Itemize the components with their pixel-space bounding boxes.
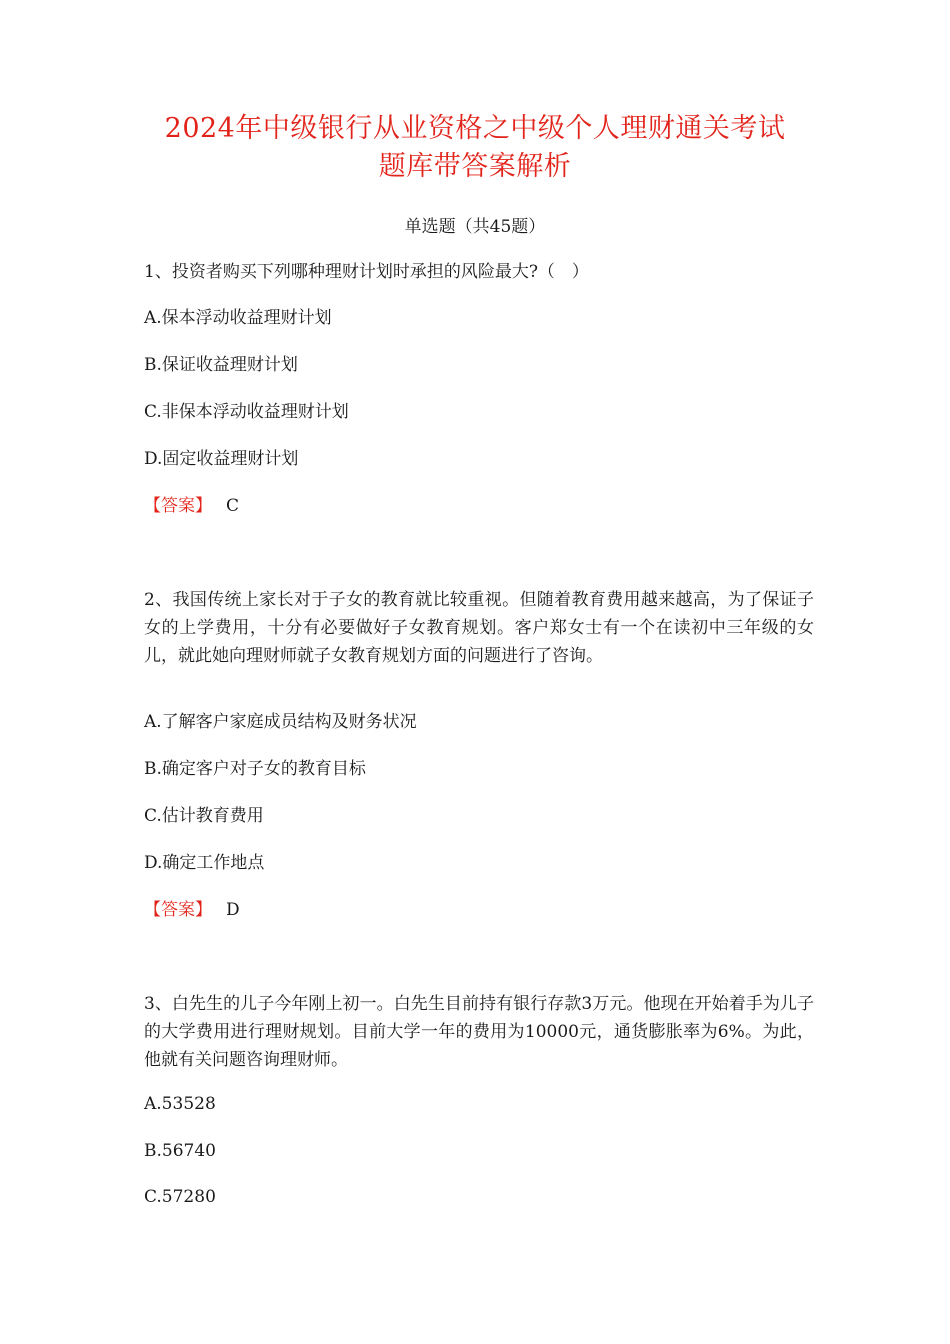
question-2-option-c: C.估计教育费用: [144, 806, 264, 826]
question-3-option-a: A.53528: [144, 1094, 216, 1114]
document-title: [100, 110, 850, 186]
question-1-stem: 1、投资者购买下列哪种理财计划时承担的风险最大?（ ）: [144, 262, 589, 282]
section-heading: 单选题（共45题）: [404, 217, 546, 237]
question-3-option-b: B.56740: [144, 1141, 216, 1161]
question-1-option-b: B.保证收益理财计划: [144, 355, 298, 375]
question-2-answer: [144, 898, 240, 922]
title-line-1: 2024年中级银行从业资格之中级个人理财通关考试: [164, 113, 786, 144]
question-1-option-d: D.固定收益理财计划: [144, 449, 299, 469]
title-line-2: 题库带答案解析: [378, 151, 572, 182]
answer-value: D: [226, 900, 240, 920]
question-1-answer: [144, 494, 239, 518]
question-2-option-a: A.了解客户家庭成员结构及财务状况: [144, 712, 417, 732]
question-2-stem: 2、我国传统上家长对于子女的教育就比较重视。但随着教育费用越来越高，为了保证子女的上学费用，十分有必要做好子女教育规划。客户郑女士有一个在读初中三年级的女儿，就此她向理财师就子女教育规划方面的问题进行了咨询。: [144, 590, 814, 666]
answer-label: 【答案】: [144, 496, 212, 516]
answer-value: C: [226, 496, 240, 516]
question-1-option-a: A.保本浮动收益理财计划: [144, 308, 332, 328]
answer-label: 【答案】: [144, 900, 212, 920]
question-1-option-c: C.非保本浮动收益理财计划: [144, 402, 349, 422]
question-2-option-d: D.确定工作地点: [144, 853, 265, 873]
question-3-stem: 3、白先生的儿子今年刚上初一。白先生目前持有银行存款3万元。他现在开始着手为儿子的大学费用进行理财规划。目前大学一年的费用为10000元，通货膨胀率为6%。为此，他就有关问题咨询理财师。: [144, 994, 814, 1070]
question-3-option-c: C.57280: [144, 1187, 216, 1207]
question-2-option-b: B.确定客户对子女的教育目标: [144, 759, 366, 779]
